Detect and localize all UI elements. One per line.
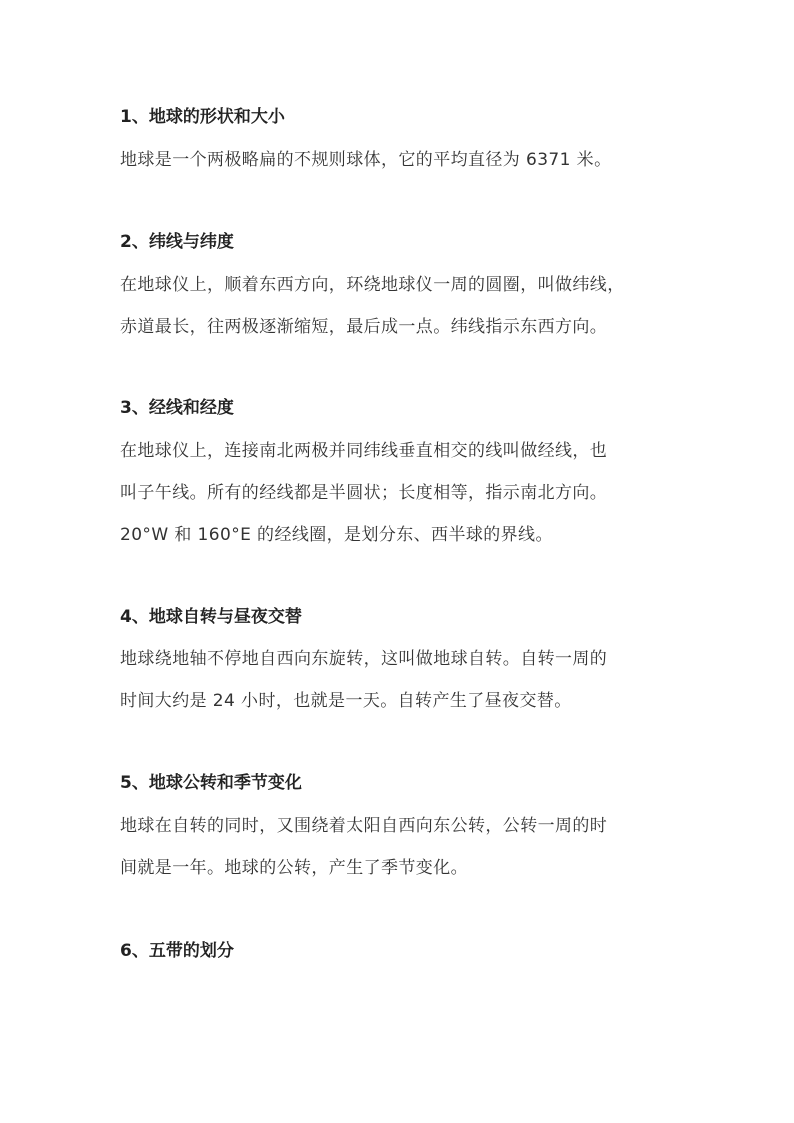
section-4-paragraph — [120, 638, 700, 722]
section-2-paragraph — [120, 264, 700, 348]
section-4-heading: 4、地球自转与昼夜交替 — [120, 607, 302, 627]
section-3-heading: 3、经线和经度 — [120, 398, 234, 418]
paragraph-line: 地球绕地轴不停地自西向东旋转，这叫做地球自转。自转一周的 — [120, 649, 608, 669]
section-1-heading: 1、地球的形状和大小 — [120, 107, 285, 127]
paragraph-line: 地球在自转的同时，又围绕着太阳自西向东公转，公转一周的时 — [120, 816, 608, 836]
section-5-heading: 5、地球公转和季节变化 — [120, 773, 302, 793]
paragraph-line: 在地球仪上，连接南北两极并同纬线垂直相交的线叫做经线，也 — [120, 441, 608, 461]
section-1-paragraph — [120, 139, 700, 181]
paragraph-line: 叫子午线。所有的经线都是半圆状；长度相等，指示南北方向。 — [120, 483, 608, 503]
section-6-heading: 6、五带的划分 — [120, 941, 234, 961]
paragraph-line: 在地球仪上，顺着东西方向，环绕地球仪一周的圆圈，叫做纬线， — [120, 275, 625, 295]
section-5-paragraph — [120, 805, 700, 889]
section-2-heading: 2、纬线与纬度 — [120, 232, 234, 252]
paragraph-line: 地球是一个两极略扁的不规则球体，它的平均直径为 6371 米。 — [120, 150, 612, 170]
paragraph-line: 间就是一年。地球的公转，产生了季节变化。 — [120, 858, 468, 878]
paragraph-line: 时间大约是 24 小时，也就是一天。自转产生了昼夜交替。 — [120, 691, 572, 711]
paragraph-line: 赤道最长，往两极逐渐缩短，最后成一点。纬线指示东西方向。 — [120, 317, 608, 337]
section-3-paragraph — [120, 430, 700, 556]
paragraph-line: 20°W 和 160°E 的经线圈，是划分东、西半球的界线。 — [120, 525, 553, 545]
